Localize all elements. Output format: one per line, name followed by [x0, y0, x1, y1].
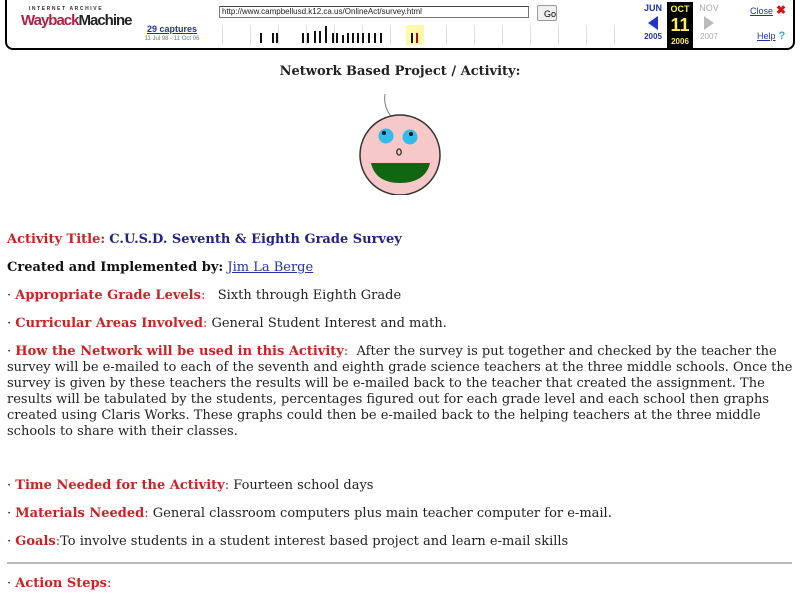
time-needed-row: · Time Needed for the Activity: Fourteen school days — [7, 478, 374, 493]
wayback-toolbar — [5, 0, 795, 50]
network-usage-label: How the Network will be used in this Activity — [15, 344, 344, 359]
close-toolbar[interactable] — [750, 3, 786, 17]
activity-title-label: Activity Title: — [7, 232, 106, 247]
close-icon[interactable]: ✖ — [776, 3, 787, 17]
current-capture — [667, 2, 693, 50]
help[interactable] — [757, 30, 785, 42]
curricular-areas-label: Curricular Areas Involved — [15, 316, 203, 331]
curricular-areas-value: General Student Interest and math. — [211, 316, 447, 331]
activity-title-row — [7, 232, 795, 248]
current-month: OCT — [670, 4, 690, 14]
wayback-machine-wordmark: WaybackMachine — [21, 12, 132, 29]
materials-row: · Materials Needed: General classroom computers plus main teacher computer for e-mail. — [7, 506, 612, 521]
current-year: 2006 — [671, 37, 689, 46]
next-year: 2007 — [700, 32, 718, 41]
section-divider — [7, 562, 792, 564]
action-steps-row: · Action Steps: — [7, 576, 112, 591]
created-by-label: Created and Implemented by: — [7, 260, 224, 275]
current-year-highlight — [406, 25, 424, 45]
time-needed-label: Time Needed for the Activity — [15, 478, 225, 493]
smiley-face-image — [355, 90, 445, 195]
created-by-row — [7, 260, 795, 276]
internet-archive-text: INTERNET ARCHIVE — [28, 6, 104, 12]
captures-info — [137, 24, 207, 42]
wayback-logo[interactable] — [21, 6, 132, 29]
captures-link[interactable]: 29 captures — [146, 24, 198, 34]
activity-details — [7, 232, 795, 592]
materials-value: General classroom computers plus main teacher computer for e-mail. — [152, 506, 612, 521]
help-icon[interactable]: ? — [778, 30, 786, 42]
network-usage-row: · How the Network will be used in this Activity: After the survey is put together and checked by the teacher the survey will be e-mailed to each of the seventh and eighth grade science teachers at the three middle schools. Once the survey is given by these teachers the results will be e-mailed back to the teacher that created the assignment. The results will be tabulated by the students, percentages figured out for each grade level and each school then graphs created using Claris Works. These graphs could then be e-mailed back to the helping teachers at the three middle schools to share with their classes. — [7, 344, 793, 439]
next-capture — [695, 3, 723, 41]
next-arrow-icon — [704, 16, 714, 30]
capture-sparkline[interactable] — [222, 25, 642, 45]
prev-arrow-icon[interactable] — [648, 16, 658, 30]
next-month: NOV — [699, 3, 719, 13]
grade-levels-row: · Appropriate Grade Levels: Sixth through Eighth Grade — [7, 288, 402, 303]
curricular-areas-row: · Curricular Areas Involved: General Student Interest and math. — [7, 316, 447, 331]
help-link[interactable]: Help — [757, 31, 776, 41]
current-day: 11 — [670, 15, 690, 35]
author-link[interactable]: Jim La Berge — [227, 260, 314, 275]
grade-levels-value: Sixth through Eighth Grade — [217, 288, 402, 303]
captures-range: 11 Jul 98 - 11 Oct 06 — [144, 36, 200, 42]
page-title: Network Based Project / Activity: — [279, 64, 521, 79]
prev-capture[interactable] — [639, 3, 667, 41]
prev-month[interactable]: JUN — [643, 3, 662, 13]
action-steps-label: Action Steps — [15, 576, 107, 591]
close-link[interactable]: Close — [750, 6, 774, 16]
go-button[interactable]: Go — [537, 5, 557, 21]
goals-label: Goals — [15, 534, 56, 549]
grade-levels-label: Appropriate Grade Levels — [15, 288, 201, 303]
wayback-url-input[interactable] — [219, 6, 529, 18]
time-needed-value: Fourteen school days — [233, 478, 374, 493]
network-usage-value: After the survey is put together and checked by the teacher the survey will be e-mailed to each of the seventh and eighth grade science teachers at the three middle schools. Once the survey is given by these teachers the results will be e-mailed back to the teacher that created the assignment. The results will be tabulated by the students, percentages figured out for each grade level and each school then graphs created using Claris Works. These graphs could then be e-mailed back to the helping teachers at the three middle schools to share with their classes. — [7, 344, 793, 439]
goals-value: To involve students in a student interest based project and learn e-mail skills — [60, 534, 569, 549]
goals-row: · Goals:To involve students in a student interest based project and learn e-mail skills — [7, 534, 569, 549]
activity-title-value: C.U.S.D. Seventh & Eighth Grade Survey — [109, 232, 402, 247]
prev-year[interactable]: 2005 — [644, 32, 662, 41]
materials-label: Materials Needed — [15, 506, 145, 521]
